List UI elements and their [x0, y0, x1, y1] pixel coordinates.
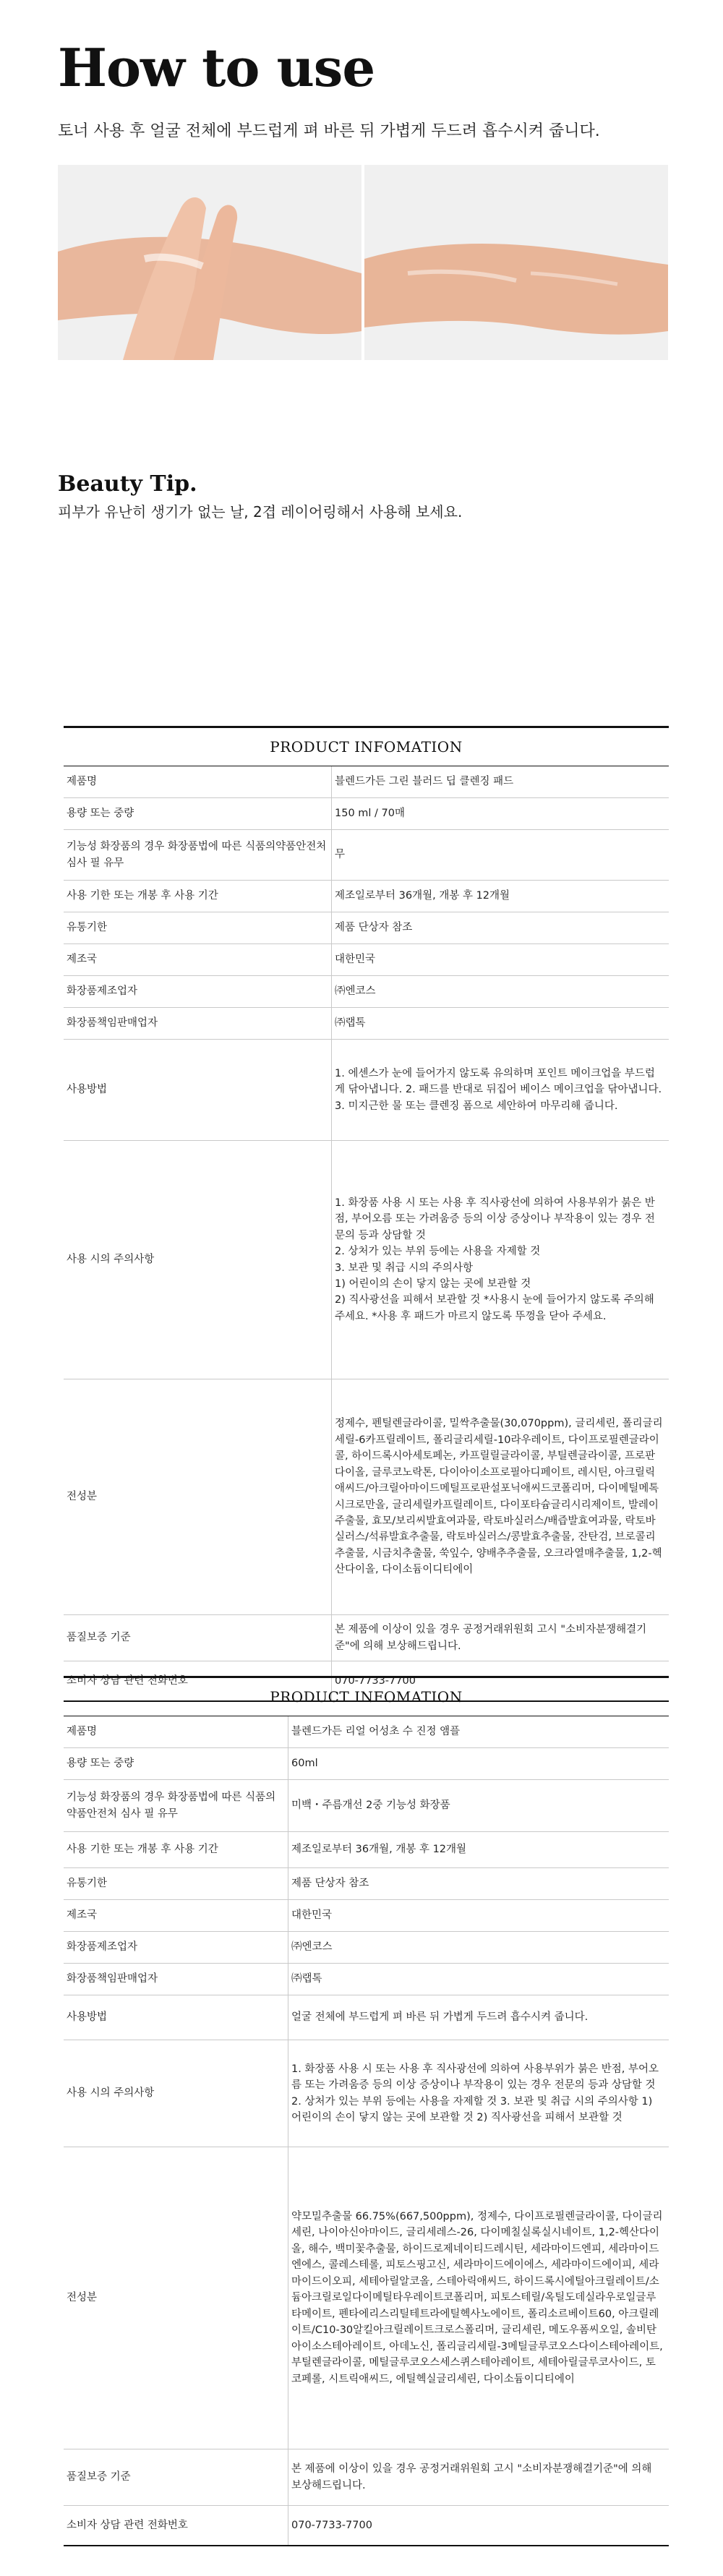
row-label: 전성분: [67, 2292, 98, 2304]
row-label: 화장품책임판매업자: [67, 1017, 158, 1030]
row-value: ㈜랩톡: [288, 1964, 669, 1995]
row-value: 070-7733-7700: [288, 2506, 669, 2545]
table-row: [64, 944, 669, 976]
table-row: [64, 1008, 669, 1040]
row-label: 기능성 화장품의 경우 화장품법에 따른 식품의약품안전처 심사 필 유무: [67, 841, 327, 869]
row-label: 유통기한: [67, 1878, 108, 1890]
row-label: 사용 기한 또는 개봉 후 사용 기간: [67, 890, 218, 902]
row-label: 화장품책임판매업자: [67, 1973, 158, 1985]
row-value: ㈜랩톡: [331, 1008, 669, 1039]
row-label: 제조국: [67, 1909, 98, 1922]
table-row: [64, 1615, 669, 1661]
application-photo-right: [364, 165, 668, 360]
table-row: [64, 1141, 669, 1379]
table-row: [64, 2506, 669, 2545]
product-info-table-2: [64, 1676, 669, 2546]
row-value: 대한민국: [288, 1900, 669, 1931]
row-value: 얼굴 전체에 부드럽게 펴 바른 뒤 가볍게 두드려 흡수시켜 줍니다.: [288, 1995, 669, 2040]
row-label: 유통기한: [67, 922, 108, 934]
table-row: [64, 881, 669, 912]
row-value: 본 제품에 이상이 있을 경우 공정거래위원회 고시 "소비자분쟁해결기준"에 의해 보상해드립니다.: [288, 2449, 669, 2505]
application-photo-left: [58, 165, 362, 360]
row-value: ㈜엔코스: [288, 1932, 669, 1963]
row-value: 제품 단상자 참조: [331, 912, 669, 943]
row-value: ㈜엔코스: [331, 976, 669, 1007]
table-row: [64, 912, 669, 944]
table-row: [64, 1964, 669, 1995]
row-label: 제조국: [67, 954, 98, 966]
row-value: 1. 에센스가 눈에 들어가지 않도록 유의하며 포인트 메이크업을 부드럽게 닦아냅니다. 2. 패드를 반대로 뒤집어 베이스 메이크업을 닦아냅니다. 3. 미지근한 물 또는 클렌징 폼으로 세안하여 마무리해 줍니다.: [331, 1040, 669, 1140]
table-row: [64, 2449, 669, 2506]
product-info-heading: PRODUCT INFOMATION: [64, 1676, 669, 1716]
row-label: 제품명: [67, 1726, 98, 1738]
table-row: [64, 1379, 669, 1615]
row-value: 1. 화장품 사용 시 또는 사용 후 직사광선에 의하여 사용부위가 붉은 반점, 부어오름 또는 가려움증 등의 이상 증상이나 부작용이 있는 경우 전문의 등과 상담할 것 2. 상처가 있는 부위 등에는 사용을 자제할 것 3. 보관 및 취급 시의 주의사항 1) 어린이의 손이 닿지 않는 곳에 보관할 것 2) 직사광선을 피해서 보관할 것: [288, 2040, 669, 2147]
table-row: [64, 1040, 669, 1141]
row-label: 사용 시의 주의사항: [67, 2087, 155, 2100]
row-value: 무: [331, 830, 669, 880]
beauty-tip-text: 피부가 유난히 생기가 없는 날, 2겹 레이어링해서 사용해 보세요.: [58, 503, 463, 521]
product-info-table-1: [64, 726, 669, 1702]
table-row: [64, 976, 669, 1008]
row-value: 070-7733-7700: [331, 1661, 669, 1700]
row-label: 화장품제조업자: [67, 1941, 138, 1954]
row-value: 제조일로부터 36개월, 개봉 후 12개월: [331, 881, 669, 912]
row-label: 화장품제조업자: [67, 985, 138, 998]
row-label: 용량 또는 중량: [67, 808, 134, 820]
row-label: 사용 기한 또는 개봉 후 사용 기간: [67, 1844, 218, 1856]
table-row: [64, 1868, 669, 1900]
row-label: 사용 시의 주의사항: [67, 1254, 155, 1266]
table-row: [64, 1900, 669, 1932]
row-value: 대한민국: [331, 944, 669, 975]
row-label: 제품명: [67, 776, 98, 788]
row-value: 정제수, 펜틸렌글라이콜, 밀싹추출물(30,070ppm), 글리세린, 폴리글리세릴-6카프릴레이트, 폴리글리세릴-10라우레이트, 다이프로필렌글라이콜, 하이드록시아세토페논, 카프릴릴글라이콜, 부틸렌글라이콜, 프로판다이올, 글루코노락톤, 다이아이소프로필아디페이트, 레시틴, 아크릴릭애씨드/아크릴아마이드메틸프로판설포닉애씨드코폴리머, 다이메틸메톡시크로만올, 글리세릴카프릴레이트, 다이포타슘글리시리제이트, 발레이주출물, 효모/보리씨발효여과물, 락토바실러스/배즙발효여과물, 락토바실러스/석류발효추출물, 락토바실러스/콩발효추출물, 잔탄검, 브로콜리추출물, 시금치추출물, 쑥잎수, 양배추추출물, 오크라열매추출물, 1,2-헥산다이올, 다이소듐이디티에이: [331, 1379, 669, 1614]
page-title: How to use: [58, 37, 375, 98]
row-label: 품질보증 기준: [67, 1632, 131, 1644]
table-row: [64, 1780, 669, 1832]
row-value: 블렌드가든 그린 블러드 딥 클렌징 패드: [331, 766, 669, 797]
table-row: [64, 1995, 669, 2040]
table-row: [64, 798, 669, 830]
row-label: 용량 또는 중량: [67, 1758, 134, 1770]
row-label: 사용방법: [67, 2011, 108, 2024]
row-value: 150 ml / 70매: [331, 798, 669, 829]
table-row: [64, 766, 669, 798]
row-label: 전성분: [67, 1491, 98, 1503]
table-row: [64, 1832, 669, 1868]
table-row: [64, 1716, 669, 1748]
row-value: 제조일로부터 36개월, 개봉 후 12개월: [288, 1832, 669, 1867]
table-row: [64, 2147, 669, 2449]
row-value: 본 제품에 이상이 있을 경우 공정거래위원회 고시 "소비자분쟁해결기준"에 의해 보상해드립니다.: [331, 1615, 669, 1661]
table-row: [64, 2040, 669, 2147]
row-label: 사용방법: [67, 1084, 108, 1096]
row-value: 미백・주름개선 2중 기능성 화장품: [288, 1780, 669, 1831]
product-info-heading: PRODUCT INFOMATION: [64, 726, 669, 766]
beauty-tip-title: Beauty Tip.: [58, 471, 197, 497]
row-value: 블렌드가든 리얼 어성초 수 진정 앰플: [288, 1716, 669, 1747]
row-value: 약모밀추출물 66.75%(667,500ppm), 정제수, 다이프로필렌글라이콜, 다이글리세린, 나이아신아마이드, 글리세레스-26, 다이메칠실록실시네이트, 1,2-헥산다이올, 해수, 백미꽃추출물, 하이드로제네이티드레시틴, 세라마이드엔피, 세라마이드엔에스, 콜레스테롤, 피토스핑고신, 세라마이드에이에스, 세라마이드에이피, 세라마이드이오피, 세테아릴알코올, 스테아릭애씨드, 하이드록시에틸아크릴레이트/소듐아크릴로일다이메틸타우레이트코폴리머, 피토스테릴/옥틸도데실라우로일글루타메이트, 펜타에리스리틸테트라에틸헥사노에이트, 폴리소르베이트60, 아크릴레이트/C10-30알킬아크릴레이트크로스폴리머, 글리세린, 메도우폼씨오일, 솔비탄아이소스테아레이트, 아데노신, 폴리글리세릴-3메틸글루코오스다이스테아레이트, 부틸렌글라이콜, 메틸글루코오스세스퀴스테아레이트, 세테아릴글루코사이드, 토코페롤, 시트릭애씨드, 에틸헥실글리세린, 다이소듐이디티에이: [288, 2147, 669, 2449]
row-label: 소비자 상담 관련 전화번호: [67, 2519, 188, 2531]
row-value: 1. 화장품 사용 시 또는 사용 후 직사광선에 의하여 사용부위가 붉은 반점, 부어오름 또는 가려움증 등의 이상 증상이나 부작용이 있는 경우 전문의 등과 상담할 것 2. 상처가 있는 부위 등에는 사용을 자제할 것 3. 보관 및 취급 시의 주의사항 1) 어린이의 손이 닿지 않는 곳에 보관할 것 2) 직사광선을 피해서 보관할 것 *사용시 눈에 들어가지 않도록 주의해 주세요. *사용 후 패드가 마르지 않도록 뚜껑을 닫아 주세요.: [331, 1141, 669, 1379]
usage-instruction: 토너 사용 후 얼굴 전체에 부드럽게 펴 바른 뒤 가볍게 두드려 흡수시켜 줍니다.: [58, 122, 600, 140]
table-row: [64, 830, 669, 881]
row-value: 제품 단상자 참조: [288, 1868, 669, 1899]
row-label: 소비자 상담 관련 전화번호: [67, 1674, 188, 1687]
table-row: [64, 1932, 669, 1964]
row-value: 60ml: [288, 1748, 669, 1779]
table-row: [64, 1748, 669, 1780]
row-label: 품질보증 기준: [67, 2471, 131, 2483]
row-label: 기능성 화장품의 경우 화장품법에 따른 식품의약품안전처 심사 필 유무: [67, 1792, 276, 1820]
